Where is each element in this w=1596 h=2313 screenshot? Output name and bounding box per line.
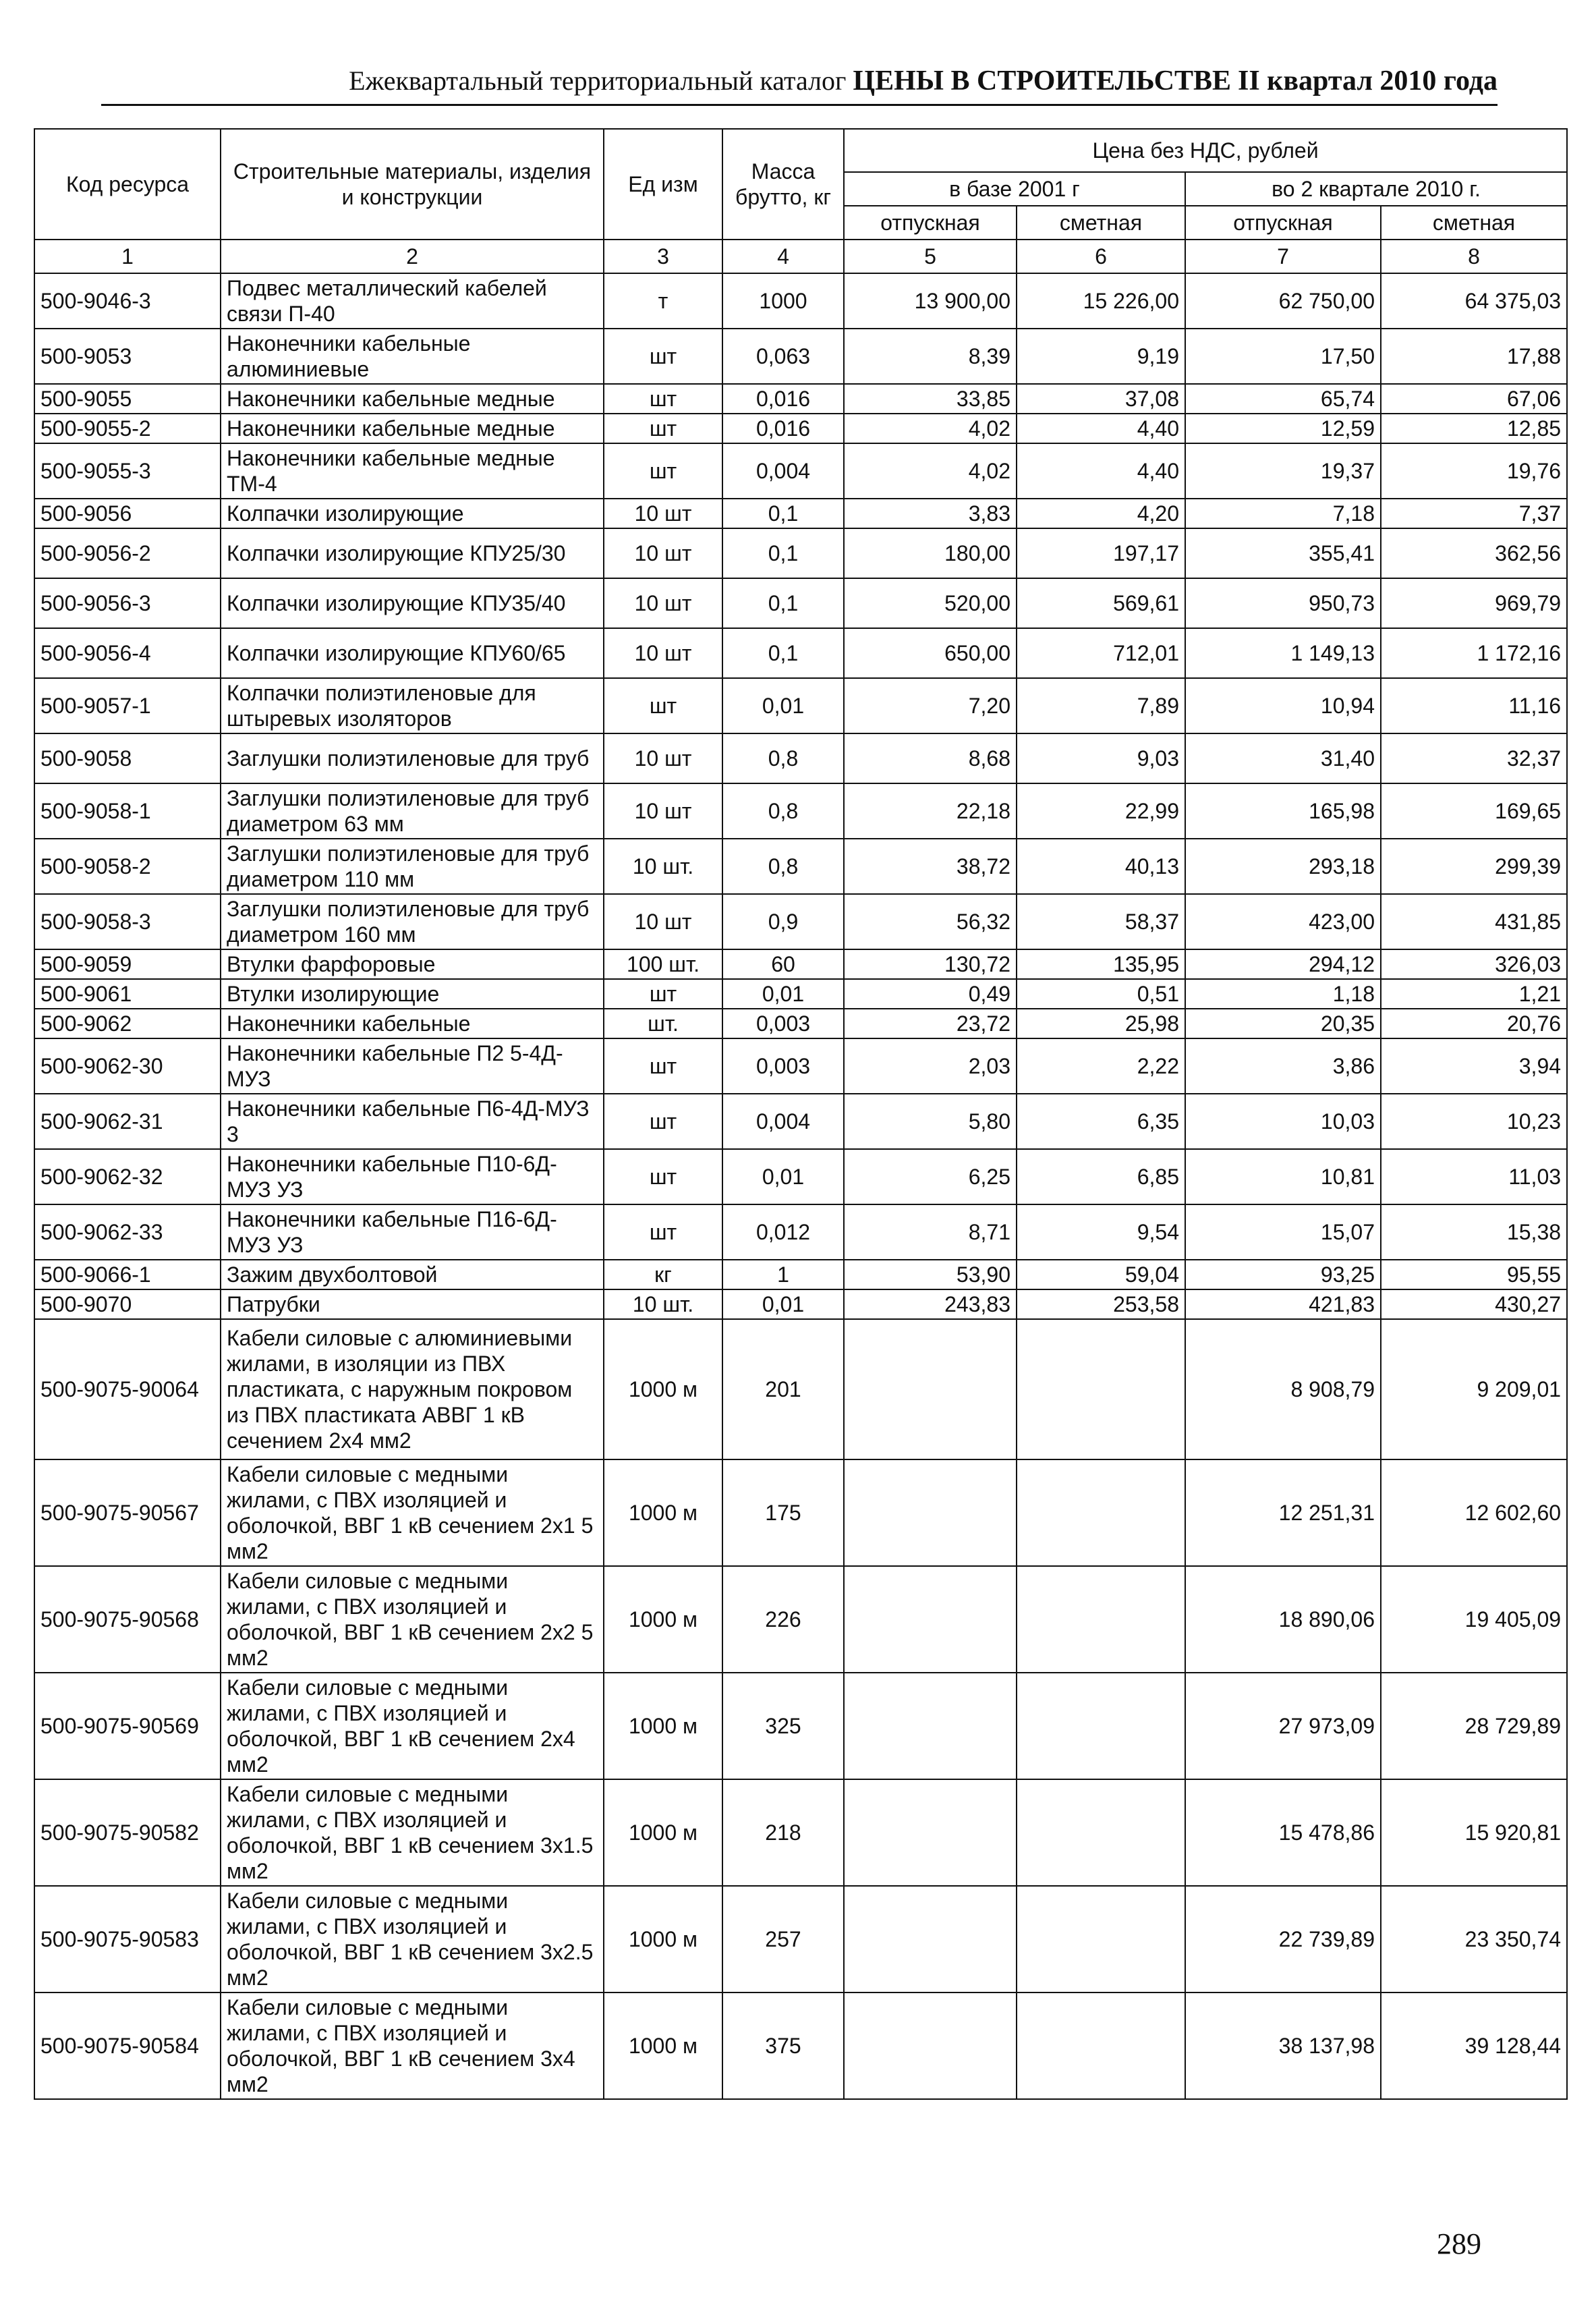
mass-cell: 1 <box>722 1260 844 1289</box>
base-estimate-price: 15 226,00 <box>1017 273 1185 329</box>
base-release-price: 2,03 <box>844 1038 1017 1094</box>
base-release-price <box>844 1779 1017 1886</box>
material-name: Колпачки полиэтиленовые для штыревых изоляторов <box>221 678 604 733</box>
unit-cell: 1000 м <box>604 1459 722 1566</box>
unit-cell: 10 шт <box>604 628 722 678</box>
base-estimate-price <box>1017 1459 1185 1566</box>
material-name: Заглушки полиэтиленовые для труб диаметром 110 мм <box>221 839 604 894</box>
resource-code: 500-9057-1 <box>34 678 221 733</box>
base-estimate-price: 37,08 <box>1017 384 1185 414</box>
resource-code: 500-9075-90569 <box>34 1673 221 1779</box>
base-estimate-price <box>1017 1779 1185 1886</box>
resource-code: 500-9056-3 <box>34 578 221 628</box>
base-estimate-price: 197,17 <box>1017 528 1185 578</box>
header-release-base: отпускная <box>844 206 1017 240</box>
table-row <box>34 1779 1567 1886</box>
base-release-price: 56,32 <box>844 894 1017 949</box>
catalog-period: II квартал 2010 года <box>1237 65 1498 96</box>
base-estimate-price: 569,61 <box>1017 578 1185 628</box>
mass-cell: 0,016 <box>722 384 844 414</box>
resource-code: 500-9058-2 <box>34 839 221 894</box>
mass-cell: 0,8 <box>722 839 844 894</box>
unit-cell: 10 шт. <box>604 839 722 894</box>
mass-cell: 0,9 <box>722 894 844 949</box>
table-row <box>34 1009 1567 1038</box>
resource-code: 500-9075-90582 <box>34 1779 221 1886</box>
current-estimate-price: 431,85 <box>1381 894 1567 949</box>
table-row <box>34 499 1567 528</box>
resource-code: 500-9055-2 <box>34 414 221 443</box>
table-row <box>34 839 1567 894</box>
mass-cell: 0,012 <box>722 1204 844 1260</box>
mass-cell: 0,016 <box>722 414 844 443</box>
unit-cell: 10 шт. <box>604 1289 722 1319</box>
resource-code: 500-9066-1 <box>34 1260 221 1289</box>
current-release-price: 22 739,89 <box>1185 1886 1381 1992</box>
current-estimate-price: 20,76 <box>1381 1009 1567 1038</box>
header-mass: Масса брутто, кг <box>722 129 844 240</box>
column-number: 4 <box>722 240 844 273</box>
current-release-price: 65,74 <box>1185 384 1381 414</box>
material-name: Наконечники кабельные П10-6Д-МУЗ УЗ <box>221 1149 604 1204</box>
mass-cell: 0,063 <box>722 329 844 384</box>
base-estimate-price: 2,22 <box>1017 1038 1185 1094</box>
material-name: Кабели силовые с медными жилами, с ПВХ изоляцией и оболочкой, ВВГ 1 кВ сечением 3х4 мм2 <box>221 1992 604 2099</box>
current-estimate-price: 1,21 <box>1381 979 1567 1009</box>
material-name: Заглушки полиэтиленовые для труб диаметром 160 мм <box>221 894 604 949</box>
table-row <box>34 1094 1567 1149</box>
base-estimate-price: 6,85 <box>1017 1149 1185 1204</box>
table-row <box>34 528 1567 578</box>
current-estimate-price: 39 128,44 <box>1381 1992 1567 2099</box>
current-estimate-price: 430,27 <box>1381 1289 1567 1319</box>
unit-cell: 1000 м <box>604 1992 722 2099</box>
current-estimate-price: 169,65 <box>1381 783 1567 839</box>
mass-cell: 201 <box>722 1319 844 1459</box>
table-row <box>34 894 1567 949</box>
material-name: Кабели силовые с медными жилами, с ПВХ изоляцией и оболочкой, ВВГ 1 кВ сечением 2х1 5 мм2 <box>221 1459 604 1566</box>
unit-cell: кг <box>604 1260 722 1289</box>
column-number: 5 <box>844 240 1017 273</box>
mass-cell: 0,8 <box>722 783 844 839</box>
base-release-price: 0,49 <box>844 979 1017 1009</box>
current-release-price: 7,18 <box>1185 499 1381 528</box>
unit-cell: 10 шт <box>604 733 722 783</box>
material-name: Втулки изолирующие <box>221 979 604 1009</box>
table-row <box>34 783 1567 839</box>
resource-code: 500-9075-90568 <box>34 1566 221 1673</box>
base-estimate-price: 712,01 <box>1017 628 1185 678</box>
resource-code: 500-9058-1 <box>34 783 221 839</box>
base-estimate-price: 6,35 <box>1017 1094 1185 1149</box>
table-row <box>34 1260 1567 1289</box>
base-estimate-price: 22,99 <box>1017 783 1185 839</box>
current-release-price: 15 478,86 <box>1185 1779 1381 1886</box>
current-estimate-price: 15 920,81 <box>1381 1779 1567 1886</box>
material-name: Кабели силовые с алюминиевыми жилами, в изоляции из ПВХ пластиката, с наружным покровом из ПВХ пластиката АВВГ 1 кВ сечением 2х4 мм2 <box>221 1319 604 1459</box>
base-estimate-price <box>1017 1992 1185 2099</box>
base-release-price: 8,71 <box>844 1204 1017 1260</box>
material-name: Подвес металлический кабелей связи П-40 <box>221 273 604 329</box>
base-release-price: 23,72 <box>844 1009 1017 1038</box>
current-estimate-price: 95,55 <box>1381 1260 1567 1289</box>
table-row <box>34 1038 1567 1094</box>
table-row <box>34 979 1567 1009</box>
table-row <box>34 414 1567 443</box>
material-name: Патрубки <box>221 1289 604 1319</box>
unit-cell: шт <box>604 414 722 443</box>
header-estimate-base: сметная <box>1017 206 1185 240</box>
table-row <box>34 1459 1567 1566</box>
base-estimate-price: 253,58 <box>1017 1289 1185 1319</box>
mass-cell: 0,01 <box>722 678 844 733</box>
base-release-price: 180,00 <box>844 528 1017 578</box>
base-release-price: 13 900,00 <box>844 273 1017 329</box>
current-estimate-price: 12 602,60 <box>1381 1459 1567 1566</box>
table-row <box>34 1319 1567 1459</box>
current-release-price: 93,25 <box>1185 1260 1381 1289</box>
unit-cell: шт <box>604 1094 722 1149</box>
base-release-price <box>844 1459 1017 1566</box>
column-number-row <box>34 240 1567 273</box>
table-row <box>34 733 1567 783</box>
header-estimate-current: сметная <box>1381 206 1567 240</box>
current-release-price: 10,03 <box>1185 1094 1381 1149</box>
unit-cell: т <box>604 273 722 329</box>
unit-cell: 10 шт <box>604 499 722 528</box>
resource-code: 500-9053 <box>34 329 221 384</box>
resource-code: 500-9075-90064 <box>34 1319 221 1459</box>
unit-cell: 10 шт <box>604 578 722 628</box>
material-name: Колпачки изолирующие <box>221 499 604 528</box>
current-estimate-price: 28 729,89 <box>1381 1673 1567 1779</box>
unit-cell: шт <box>604 1204 722 1260</box>
header-unit: Ед изм <box>604 129 722 240</box>
resource-code: 500-9070 <box>34 1289 221 1319</box>
table-row <box>34 1886 1567 1992</box>
header-code: Код ресурса <box>34 129 221 240</box>
current-release-price: 12 251,31 <box>1185 1459 1381 1566</box>
current-release-price: 19,37 <box>1185 443 1381 499</box>
current-release-price: 17,50 <box>1185 329 1381 384</box>
current-estimate-price: 23 350,74 <box>1381 1886 1567 1992</box>
base-release-price <box>844 1992 1017 2099</box>
resource-code: 500-9055-3 <box>34 443 221 499</box>
base-release-price: 5,80 <box>844 1094 1017 1149</box>
material-name: Наконечники кабельные <box>221 1009 604 1038</box>
material-name: Колпачки изолирующие КПУ35/40 <box>221 578 604 628</box>
mass-cell: 0,1 <box>722 499 844 528</box>
mass-cell: 0,004 <box>722 443 844 499</box>
material-name: Кабели силовые с медными жилами, с ПВХ изоляцией и оболочкой, ВВГ 1 кВ сечением 3х2.5 мм2 <box>221 1886 604 1992</box>
base-estimate-price: 9,54 <box>1017 1204 1185 1260</box>
current-estimate-price: 10,23 <box>1381 1094 1567 1149</box>
mass-cell: 0,003 <box>722 1009 844 1038</box>
unit-cell: шт <box>604 329 722 384</box>
material-name: Наконечники кабельные П2 5-4Д-МУЗ <box>221 1038 604 1094</box>
current-estimate-price: 9 209,01 <box>1381 1319 1567 1459</box>
mass-cell: 375 <box>722 1992 844 2099</box>
base-estimate-price: 135,95 <box>1017 949 1185 979</box>
resource-code: 500-9058 <box>34 733 221 783</box>
unit-cell: 1000 м <box>604 1319 722 1459</box>
mass-cell: 0,004 <box>722 1094 844 1149</box>
base-release-price: 650,00 <box>844 628 1017 678</box>
base-release-price: 22,18 <box>844 783 1017 839</box>
resource-code: 500-9055 <box>34 384 221 414</box>
material-name: Наконечники кабельные медные <box>221 414 604 443</box>
current-release-price: 3,86 <box>1185 1038 1381 1094</box>
base-release-price: 8,39 <box>844 329 1017 384</box>
mass-cell: 0,8 <box>722 733 844 783</box>
current-release-price: 15,07 <box>1185 1204 1381 1260</box>
current-release-price: 18 890,06 <box>1185 1566 1381 1673</box>
unit-cell: шт <box>604 678 722 733</box>
material-name: Наконечники кабельные П6-4Д-МУЗ 3 <box>221 1094 604 1149</box>
base-estimate-price: 40,13 <box>1017 839 1185 894</box>
resource-code: 500-9075-90567 <box>34 1459 221 1566</box>
resource-code: 500-9056 <box>34 499 221 528</box>
current-release-price: 423,00 <box>1185 894 1381 949</box>
table-row <box>34 678 1567 733</box>
current-release-price: 1,18 <box>1185 979 1381 1009</box>
base-release-price <box>844 1566 1017 1673</box>
resource-code: 500-9056-4 <box>34 628 221 678</box>
column-number: 8 <box>1381 240 1567 273</box>
resource-code: 500-9062-30 <box>34 1038 221 1094</box>
base-release-price: 130,72 <box>844 949 1017 979</box>
current-estimate-price: 11,16 <box>1381 678 1567 733</box>
resource-code: 500-9062-31 <box>34 1094 221 1149</box>
unit-cell: шт <box>604 1038 722 1094</box>
unit-cell: шт <box>604 384 722 414</box>
base-release-price <box>844 1886 1017 1992</box>
unit-cell: шт <box>604 1149 722 1204</box>
material-name: Наконечники кабельные алюминиевые <box>221 329 604 384</box>
base-estimate-price <box>1017 1319 1185 1459</box>
header-price: Цена без НДС, рублей <box>844 129 1567 172</box>
current-estimate-price: 67,06 <box>1381 384 1567 414</box>
current-estimate-price: 19,76 <box>1381 443 1567 499</box>
unit-cell: шт <box>604 979 722 1009</box>
base-release-price: 4,02 <box>844 414 1017 443</box>
mass-cell: 0,1 <box>722 628 844 678</box>
base-release-price: 38,72 <box>844 839 1017 894</box>
current-release-price: 38 137,98 <box>1185 1992 1381 2099</box>
current-release-price: 10,94 <box>1185 678 1381 733</box>
unit-cell: 1000 м <box>604 1673 722 1779</box>
unit-cell: 1000 м <box>604 1886 722 1992</box>
current-estimate-price: 11,03 <box>1381 1149 1567 1204</box>
mass-cell: 0,1 <box>722 578 844 628</box>
base-release-price: 53,90 <box>844 1260 1017 1289</box>
column-number: 1 <box>34 240 221 273</box>
material-name: Колпачки изолирующие КПУ60/65 <box>221 628 604 678</box>
current-estimate-price: 12,85 <box>1381 414 1567 443</box>
current-estimate-price: 32,37 <box>1381 733 1567 783</box>
table-row <box>34 949 1567 979</box>
mass-cell: 325 <box>722 1673 844 1779</box>
base-estimate-price: 9,03 <box>1017 733 1185 783</box>
mass-cell: 218 <box>722 1779 844 1886</box>
resource-code: 500-9056-2 <box>34 528 221 578</box>
header-base-2001: в базе 2001 г <box>844 172 1185 206</box>
resource-code: 500-9075-90583 <box>34 1886 221 1992</box>
unit-cell: 100 шт. <box>604 949 722 979</box>
base-release-price: 520,00 <box>844 578 1017 628</box>
mass-cell: 0,01 <box>722 979 844 1009</box>
resource-code: 500-9075-90584 <box>34 1992 221 2099</box>
table-row <box>34 1673 1567 1779</box>
current-release-price: 62 750,00 <box>1185 273 1381 329</box>
current-estimate-price: 362,56 <box>1381 528 1567 578</box>
current-release-price: 294,12 <box>1185 949 1381 979</box>
current-release-price: 20,35 <box>1185 1009 1381 1038</box>
table-row <box>34 273 1567 329</box>
base-estimate-price: 4,40 <box>1017 443 1185 499</box>
current-estimate-price: 7,37 <box>1381 499 1567 528</box>
table-row <box>34 1149 1567 1204</box>
current-estimate-price: 326,03 <box>1381 949 1567 979</box>
base-release-price <box>844 1673 1017 1779</box>
unit-cell: шт. <box>604 1009 722 1038</box>
current-estimate-price: 19 405,09 <box>1381 1566 1567 1673</box>
table-row <box>34 578 1567 628</box>
catalog-title: ЦЕНЫ В СТРОИТЕЛЬСТВЕ <box>853 65 1231 96</box>
resource-code: 500-9061 <box>34 979 221 1009</box>
base-release-price <box>844 1319 1017 1459</box>
column-number: 6 <box>1017 240 1185 273</box>
running-header <box>101 65 1498 106</box>
column-number: 3 <box>604 240 722 273</box>
resource-code: 500-9062-33 <box>34 1204 221 1260</box>
mass-cell: 0,01 <box>722 1149 844 1204</box>
current-estimate-price: 17,88 <box>1381 329 1567 384</box>
page-number: 289 <box>1437 2227 1481 2260</box>
current-release-price: 8 908,79 <box>1185 1319 1381 1459</box>
table-row <box>34 329 1567 384</box>
material-name: Втулки фарфоровые <box>221 949 604 979</box>
current-release-price: 27 973,09 <box>1185 1673 1381 1779</box>
material-name: Кабели силовые с медными жилами, с ПВХ изоляцией и оболочкой, ВВГ 1 кВ сечением 3х1.5 мм2 <box>221 1779 604 1886</box>
current-release-price: 950,73 <box>1185 578 1381 628</box>
table-row <box>34 628 1567 678</box>
current-estimate-price: 969,79 <box>1381 578 1567 628</box>
base-estimate-price: 7,89 <box>1017 678 1185 733</box>
current-release-price: 165,98 <box>1185 783 1381 839</box>
resource-code: 500-9062-32 <box>34 1149 221 1204</box>
catalog-name: Ежеквартальный территориальный каталог <box>349 65 847 96</box>
material-name: Кабели силовые с медными жилами, с ПВХ изоляцией и оболочкой, ВВГ 1 кВ сечением 2х4 мм2 <box>221 1673 604 1779</box>
header-release-current: отпускная <box>1185 206 1381 240</box>
mass-cell: 60 <box>722 949 844 979</box>
base-estimate-price <box>1017 1566 1185 1673</box>
table-row <box>34 1566 1567 1673</box>
column-number: 7 <box>1185 240 1381 273</box>
column-number: 2 <box>221 240 604 273</box>
table-row <box>34 1992 1567 2099</box>
base-release-price: 3,83 <box>844 499 1017 528</box>
resource-code: 500-9059 <box>34 949 221 979</box>
base-estimate-price: 0,51 <box>1017 979 1185 1009</box>
material-name: Наконечники кабельные медные ТМ-4 <box>221 443 604 499</box>
header-material: Строительные материалы, изделия и конструкции <box>221 129 604 240</box>
current-release-price: 421,83 <box>1185 1289 1381 1319</box>
mass-cell: 257 <box>722 1886 844 1992</box>
mass-cell: 0,1 <box>722 528 844 578</box>
base-release-price: 7,20 <box>844 678 1017 733</box>
material-name: Наконечники кабельные медные <box>221 384 604 414</box>
current-release-price: 10,81 <box>1185 1149 1381 1204</box>
base-estimate-price: 9,19 <box>1017 329 1185 384</box>
base-estimate-price <box>1017 1886 1185 1992</box>
base-estimate-price: 59,04 <box>1017 1260 1185 1289</box>
material-name: Колпачки изолирующие КПУ25/30 <box>221 528 604 578</box>
table-row <box>34 443 1567 499</box>
header-q2-2010: во 2 квартале 2010 г. <box>1185 172 1567 206</box>
material-name: Наконечники кабельные П16-6Д-МУЗ УЗ <box>221 1204 604 1260</box>
unit-cell: 10 шт <box>604 894 722 949</box>
material-name: Заглушки полиэтиленовые для труб диаметром 63 мм <box>221 783 604 839</box>
resource-code: 500-9046-3 <box>34 273 221 329</box>
unit-cell: 10 шт <box>604 783 722 839</box>
base-estimate-price: 4,20 <box>1017 499 1185 528</box>
current-release-price: 355,41 <box>1185 528 1381 578</box>
material-name: Заглушки полиэтиленовые для труб <box>221 733 604 783</box>
mass-cell: 175 <box>722 1459 844 1566</box>
mass-cell: 226 <box>722 1566 844 1673</box>
mass-cell: 0,003 <box>722 1038 844 1094</box>
base-release-price: 4,02 <box>844 443 1017 499</box>
base-release-price: 8,68 <box>844 733 1017 783</box>
table-row <box>34 384 1567 414</box>
price-table <box>34 128 1568 2100</box>
base-estimate-price: 58,37 <box>1017 894 1185 949</box>
unit-cell: 1000 м <box>604 1566 722 1673</box>
base-release-price: 33,85 <box>844 384 1017 414</box>
current-estimate-price: 1 172,16 <box>1381 628 1567 678</box>
mass-cell: 1000 <box>722 273 844 329</box>
base-release-price: 6,25 <box>844 1149 1017 1204</box>
current-estimate-price: 64 375,03 <box>1381 273 1567 329</box>
current-release-price: 12,59 <box>1185 414 1381 443</box>
base-estimate-price: 25,98 <box>1017 1009 1185 1038</box>
current-estimate-price: 3,94 <box>1381 1038 1567 1094</box>
current-release-price: 1 149,13 <box>1185 628 1381 678</box>
material-name: Зажим двухболтовой <box>221 1260 604 1289</box>
base-estimate-price: 4,40 <box>1017 414 1185 443</box>
material-name: Кабели силовые с медными жилами, с ПВХ изоляцией и оболочкой, ВВГ 1 кВ сечением 2х2 5 мм2 <box>221 1566 604 1673</box>
unit-cell: шт <box>604 443 722 499</box>
table-row <box>34 1289 1567 1319</box>
current-estimate-price: 15,38 <box>1381 1204 1567 1260</box>
unit-cell: 1000 м <box>604 1779 722 1886</box>
base-estimate-price <box>1017 1673 1185 1779</box>
resource-code: 500-9058-3 <box>34 894 221 949</box>
base-release-price: 243,83 <box>844 1289 1017 1319</box>
current-estimate-price: 299,39 <box>1381 839 1567 894</box>
table-row <box>34 1204 1567 1260</box>
unit-cell: 10 шт <box>604 528 722 578</box>
current-release-price: 293,18 <box>1185 839 1381 894</box>
mass-cell: 0,01 <box>722 1289 844 1319</box>
resource-code: 500-9062 <box>34 1009 221 1038</box>
current-release-price: 31,40 <box>1185 733 1381 783</box>
